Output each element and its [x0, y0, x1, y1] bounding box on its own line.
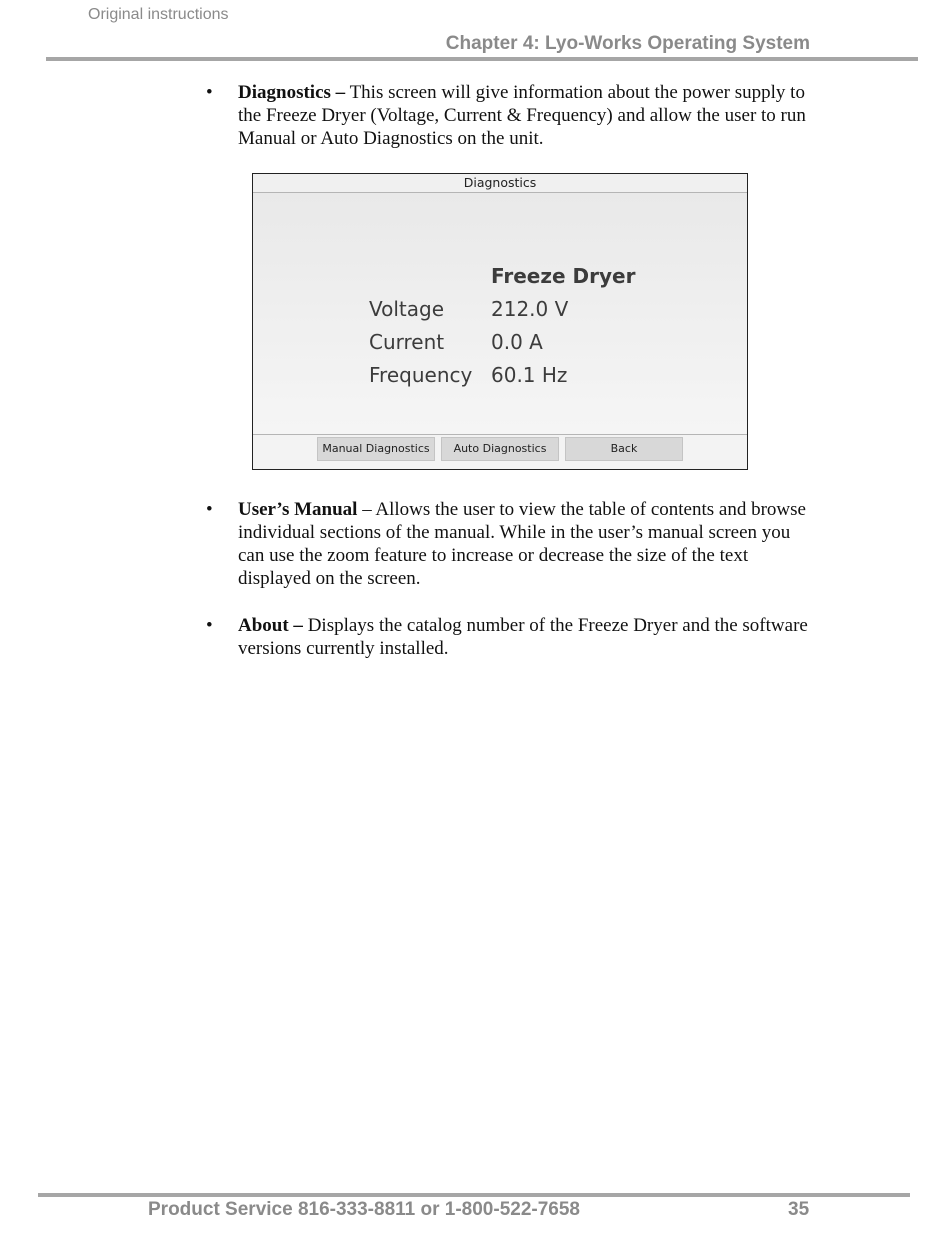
bullet-term: User’s Manual — [238, 499, 358, 520]
chapter-title: Chapter 4: Lyo-Works Operating System — [445, 33, 810, 54]
diagnostics-bullet — [206, 81, 816, 150]
bullet-mark: • — [206, 82, 213, 103]
manual-diagnostics-button[interactable]: Manual Diagnostics — [317, 437, 435, 461]
current-row — [369, 326, 635, 359]
screen-title: Diagnostics — [253, 174, 747, 193]
bullet-mark: • — [206, 499, 213, 520]
diagnostics-screen — [252, 173, 748, 470]
current-label: Current — [369, 330, 445, 354]
bullet-text: This screen will give information about the power supply to the Freeze Dryer (Voltage, Current & Frequency) and allow the user to run Manual or Auto Diagnostics on the unit. — [238, 82, 806, 149]
product-service-contact: Product Service 816-333-8811 or 1-800-522-7658 — [148, 1199, 580, 1220]
voltage-row — [369, 293, 635, 326]
voltage-value: 212.0 V — [491, 297, 569, 321]
frequency-label: Frequency — [369, 363, 473, 387]
bullet-term: About – — [238, 615, 303, 636]
users-manual-bullet — [206, 498, 816, 590]
current-value: 0.0 A — [491, 330, 543, 354]
page-number: 35 — [788, 1199, 810, 1220]
bullet-text: Displays the catalog number of the Freeze Dryer and the software versions currently installed. — [238, 615, 808, 659]
bullet-text: – Allows the user to view the table of contents and browse individual sections of the manual. While in the user’s manual screen you can use the zoom feature to increase or decrease the size of the text displayed on the screen. — [238, 499, 806, 589]
original-instructions-note: Original instructions — [88, 6, 229, 23]
frequency-value: 60.1 Hz — [491, 363, 568, 387]
screen-button-bar — [253, 434, 747, 469]
about-bullet — [206, 614, 816, 660]
header-divider — [46, 57, 918, 61]
bullet-mark: • — [206, 615, 213, 636]
footer-divider — [38, 1193, 910, 1197]
readout-heading: Freeze Dryer — [491, 264, 636, 288]
frequency-row — [369, 359, 635, 392]
bullet-term: Diagnostics – — [238, 82, 346, 103]
voltage-label: Voltage — [369, 297, 445, 321]
auto-diagnostics-button[interactable]: Auto Diagnostics — [441, 437, 559, 461]
back-button[interactable]: Back — [565, 437, 683, 461]
power-readout — [369, 260, 635, 392]
